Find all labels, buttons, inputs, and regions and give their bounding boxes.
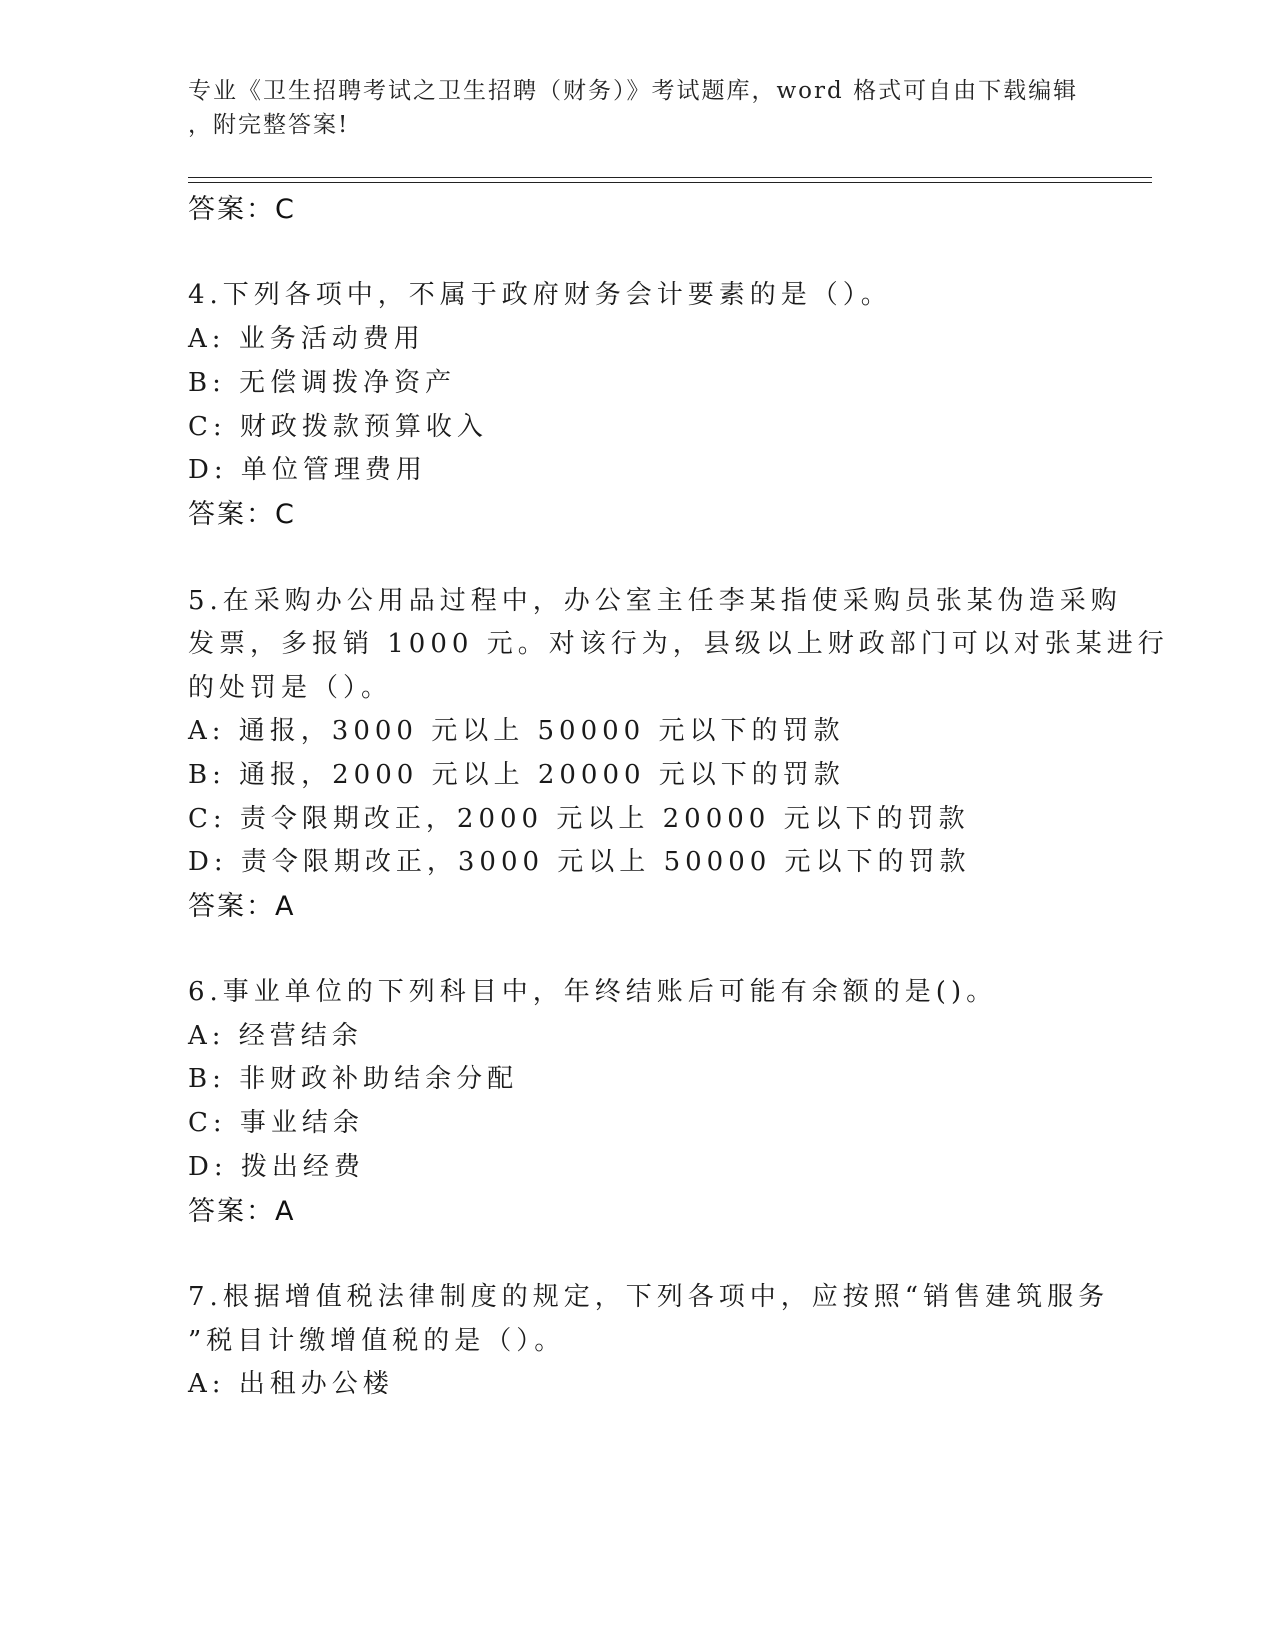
question-5-stem-line-2: 发票，多报销 1000 元。对该行为，县级以上财政部门可以对张某进行 — [188, 629, 1169, 659]
question-4-option-b: B: 无偿调拨净资产 — [188, 368, 457, 398]
question-6-option-c: C: 事业结余 — [188, 1108, 364, 1138]
question-4-option-a: A: 业务活动费用 — [188, 324, 425, 354]
question-5-option-a: A: 通报，3000 元以上 50000 元以下的罚款 — [188, 716, 845, 746]
question-7-option-a: A: 出租办公楼 — [188, 1369, 394, 1399]
header-rule-bottom — [188, 182, 1152, 183]
header-rule-top — [188, 177, 1152, 178]
document-header — [188, 74, 1088, 142]
question-4-answer: 答案：C — [188, 499, 296, 530]
question-5-stem-line-1: 5.在采购办公用品过程中，办公室主任李某指使采购员张某伪造采购 — [188, 586, 1122, 616]
question-4-option-c: C: 财政拨款预算收入 — [188, 412, 488, 442]
question-5-answer: 答案：A — [188, 891, 296, 922]
question-7-stem-line-1: 7.根据增值税法律制度的规定，下列各项中，应按照“销售建筑服务 — [188, 1282, 1110, 1312]
question-4-option-d: D: 单位管理费用 — [188, 455, 427, 485]
header-line-2: ，附完整答案! — [188, 112, 350, 138]
question-6-stem: 6.事业单位的下列科目中，年终结账后可能有余额的是()。 — [188, 977, 998, 1007]
question-5-option-d: D: 责令限期改正，3000 元以上 50000 元以下的罚款 — [188, 847, 971, 877]
question-7-stem-line-2: ”税目计缴增值税的是（）。 — [188, 1326, 566, 1356]
header-line-1: 专业《卫生招聘考试之卫生招聘（财务）》考试题库，word 格式可自由下载编辑 — [188, 78, 1079, 104]
question-4-stem: 4.下列各项中，不属于政府财务会计要素的是（）。 — [188, 280, 892, 310]
question-5-stem-line-3: 的处罚是（）。 — [188, 673, 393, 703]
answer-q3: 答案：C — [188, 194, 296, 225]
question-6-option-a: A: 经营结余 — [188, 1021, 363, 1051]
question-6-option-b: B: 非财政补助结余分配 — [188, 1064, 519, 1094]
question-6-option-d: D: 拨出经费 — [188, 1152, 365, 1182]
question-5-option-c: C: 责令限期改正，2000 元以上 20000 元以下的罚款 — [188, 804, 970, 834]
question-5-option-b: B: 通报，2000 元以上 20000 元以下的罚款 — [188, 760, 845, 790]
question-6-answer: 答案：A — [188, 1196, 296, 1227]
